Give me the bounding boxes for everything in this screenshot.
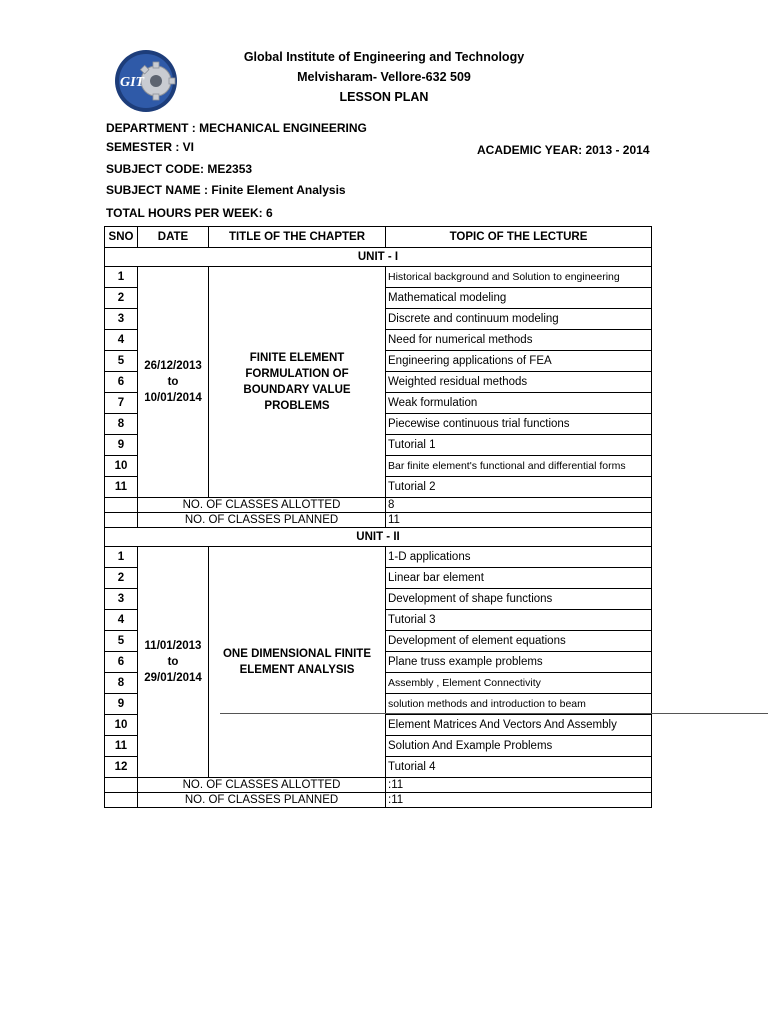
row-topic: Linear bar element: [386, 568, 652, 589]
row-topic: Piecewise continuous trial functions: [386, 414, 652, 435]
row-topic: Historical background and Solution to engineering: [386, 267, 652, 288]
row-topic: Element Matrices And Vectors And Assembly: [386, 715, 652, 736]
row-sno: 1: [105, 547, 138, 568]
row-sno: 11: [105, 477, 138, 498]
row-sno: 7: [105, 393, 138, 414]
classes-allotted-label: NO. OF CLASSES ALLOTTED: [138, 778, 386, 793]
row-topic: Plane truss example problems: [386, 652, 652, 673]
classes-planned-row: [105, 793, 652, 808]
row-topic: Tutorial 1: [386, 435, 652, 456]
row-topic: Tutorial 4: [386, 757, 652, 778]
department: DEPARTMENT : MECHANICAL ENGINEERING: [106, 121, 367, 135]
lesson-plan-table: [104, 226, 652, 808]
unit-date-range: 26/12/2013 to 10/01/2014: [138, 267, 209, 498]
row-sno: 9: [105, 694, 138, 715]
row-sno: 1: [105, 267, 138, 288]
row-sno: 12: [105, 757, 138, 778]
header-date: DATE: [138, 227, 209, 248]
row-topic: Assembly , Element Connectivity: [386, 673, 652, 694]
total-hours: TOTAL HOURS PER WEEK: 6: [106, 206, 273, 220]
row-sno: 2: [105, 568, 138, 589]
row-topic: 1-D applications: [386, 547, 652, 568]
subject-name: SUBJECT NAME : Finite Element Analysis: [106, 183, 346, 197]
row-topic: Solution And Example Problems: [386, 736, 652, 757]
unit-title: UNIT - I: [105, 248, 652, 267]
unit-chapter-title: FINITE ELEMENT FORMULATION OF BOUNDARY VALUE PROBLEMS: [209, 267, 386, 498]
document-title: LESSON PLAN: [339, 90, 429, 104]
semester: SEMESTER : VI: [106, 140, 195, 154]
header-sno: SNO: [105, 227, 138, 248]
row-sno: 6: [105, 652, 138, 673]
row-topic: Weak formulation: [386, 393, 652, 414]
classes-planned-value: :11: [386, 793, 652, 808]
row-topic: Need for numerical methods: [386, 330, 652, 351]
summary-blank: [105, 513, 138, 528]
row-sno: 4: [105, 610, 138, 631]
unit-date-range: 11/01/2013 to 29/01/2014: [138, 547, 209, 778]
row-topic: solution methods and introduction to beam: [386, 694, 652, 715]
row-sno: 10: [105, 456, 138, 477]
classes-allotted-value: 8: [386, 498, 652, 513]
row-topic: Bar finite element's functional and differential forms: [386, 456, 652, 477]
table-row: [105, 547, 652, 568]
row-topic: Weighted residual methods: [386, 372, 652, 393]
academic-year: ACADEMIC YEAR: 2013 - 2014: [477, 143, 650, 157]
row-topic: Tutorial 2: [386, 477, 652, 498]
row-topic: Tutorial 3: [386, 610, 652, 631]
institute-name: Global Institute of Engineering and Technology: [243, 50, 525, 64]
unit-title: UNIT - II: [105, 528, 652, 547]
subject-code: SUBJECT CODE: ME2353: [106, 162, 253, 176]
classes-planned-row: [105, 513, 652, 528]
classes-allotted-row: [105, 498, 652, 513]
row-sno: 4: [105, 330, 138, 351]
row-topic: Engineering applications of FEA: [386, 351, 652, 372]
summary-blank: [105, 793, 138, 808]
institute-address: Melvisharam- Vellore-632 509: [297, 70, 471, 84]
classes-allotted-value: :11: [386, 778, 652, 793]
row-sno: 10: [105, 715, 138, 736]
header-topic: TOPIC OF THE LECTURE: [386, 227, 652, 248]
row-sno: 11: [105, 736, 138, 757]
unit-title-row: [105, 528, 652, 547]
classes-planned-label: NO. OF CLASSES PLANNED: [138, 513, 386, 528]
row-sno: 6: [105, 372, 138, 393]
row-topic: Development of element equations: [386, 631, 652, 652]
unit-title-row: [105, 248, 652, 267]
stray-line: [220, 713, 768, 714]
row-sno: 3: [105, 589, 138, 610]
row-sno: 9: [105, 435, 138, 456]
table-header-row: [105, 227, 652, 248]
unit-chapter-title: ONE DIMENSIONAL FINITE ELEMENT ANALYSIS: [209, 547, 386, 778]
table-row: [105, 267, 652, 288]
header-chapter: TITLE OF THE CHAPTER: [209, 227, 386, 248]
classes-allotted-row: [105, 778, 652, 793]
classes-planned-value: 11: [386, 513, 652, 528]
classes-planned-label: NO. OF CLASSES PLANNED: [138, 793, 386, 808]
summary-blank: [105, 498, 138, 513]
svg-text:GIT: GIT: [120, 75, 145, 90]
row-topic: Discrete and continuum modeling: [386, 309, 652, 330]
row-sno: 2: [105, 288, 138, 309]
row-topic: Mathematical modeling: [386, 288, 652, 309]
row-sno: 5: [105, 631, 138, 652]
classes-allotted-label: NO. OF CLASSES ALLOTTED: [138, 498, 386, 513]
row-sno: 8: [105, 414, 138, 435]
summary-blank: [105, 778, 138, 793]
row-sno: 8: [105, 673, 138, 694]
row-topic: Development of shape functions: [386, 589, 652, 610]
row-sno: 3: [105, 309, 138, 330]
row-sno: 5: [105, 351, 138, 372]
